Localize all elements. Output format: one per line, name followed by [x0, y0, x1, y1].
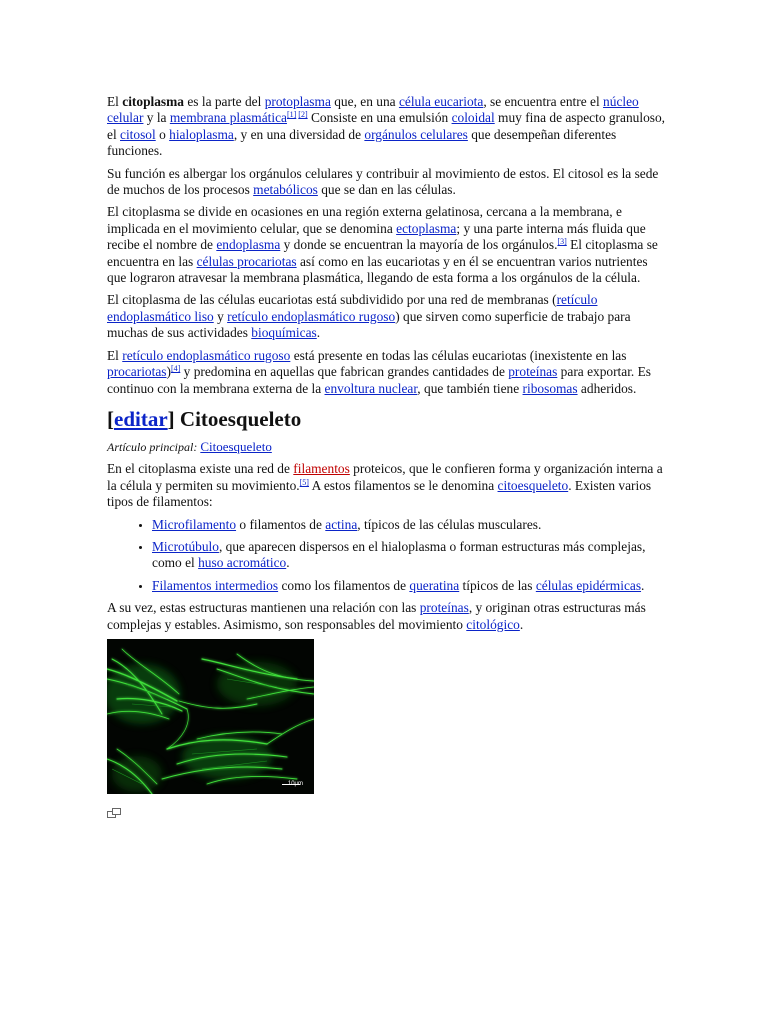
link-queratina[interactable]: queratina [409, 577, 460, 593]
link-bioquimicas[interactable]: bioquímicas [251, 325, 317, 341]
link-reticulo-rugoso[interactable]: retículo endoplasmático rugoso [227, 308, 396, 324]
link-hialoplasma[interactable]: hialoplasma [169, 126, 234, 142]
article-body [107, 94, 667, 794]
link-ectoplasma[interactable]: ectoplasma [396, 220, 457, 236]
intro-paragraph-3: El citoplasma se divide en ocasiones en una región externa gelatinosa, cercana a la membrana, e implicada en el movimiento celular, que se denomina ectoplasma; y una parte interna más fluida que recibe el nombre de endoplasma y donde se encuentran la mayoría de los orgánulos.[3] El citoplasma se encuentra en las células procariotas así como en las eucariotas y en él se encuentran varios nutrientes que lograron atravesar la membrana plasmática, llegando de esta forma a los orgánulos de la célula. [107, 204, 658, 286]
link-celulas-epidermicas[interactable]: células epidérmicas [535, 577, 642, 593]
link-reticulo-liso[interactable]: retículo endoplasmático liso [107, 292, 598, 324]
intro-paragraph-2: Su función es albergar los orgánulos celulares y contribuir al movimiento de estos. El citosol es la sede de muchos de los procesos metabólicos que se dan en las células. [107, 165, 659, 198]
link-filamentos-intermedios[interactable]: Filamentos intermedios [152, 577, 279, 593]
link-citologico[interactable]: citológico [466, 616, 520, 632]
section-paragraph-2: A su vez, estas estructuras mantienen una relación con las proteínas, y originan otras estructuras más complejas y estables. Asimismo, son responsables del movimiento citológico. [107, 600, 646, 632]
link-huso-acromatico[interactable]: huso acromático [198, 555, 287, 571]
link-microfilamento[interactable]: Microfilamento [152, 516, 237, 532]
link-proteinas[interactable]: proteínas [508, 364, 558, 380]
scale-label: 10μm [287, 780, 303, 787]
section-heading: [editar] Citoesqueleto [107, 406, 302, 431]
citation-3[interactable]: [3] [557, 237, 567, 247]
link-celula-eucariota[interactable]: célula eucariota [398, 94, 484, 109]
link-protoplasma[interactable]: protoplasma [264, 94, 331, 109]
link-citosol[interactable]: citosol [120, 126, 156, 142]
list-item: • Microtúbulo, que aparecen dispersos en el hialoplasma o forman estructuras más complejas, como el huso acromático. [152, 539, 667, 572]
link-celulas-procariotas[interactable]: células procariotas [196, 253, 297, 269]
link-procariotas[interactable]: procariotas [107, 364, 167, 380]
link-envoltura-nuclear[interactable]: envoltura nuclear [324, 380, 418, 396]
filament-list [107, 517, 667, 595]
link-main-article[interactable]: Citoesqueleto [200, 438, 272, 454]
link-citoesqueleto[interactable]: citoesqueleto [497, 477, 569, 493]
link-reticulo-rugoso-2[interactable]: retículo endoplasmático rugoso [122, 347, 291, 363]
citation-1[interactable]: [1] [286, 110, 297, 120]
citation-4[interactable]: [4] [170, 364, 181, 374]
list-item: • Filamentos intermedios como los filamentos de queratina típicos de las células epidérmicas. [152, 578, 667, 594]
link-membrana-plasmatica[interactable]: membrana plasmática [169, 110, 287, 126]
citation-5[interactable]: [5] [299, 477, 309, 487]
cytoskeleton-image[interactable] [107, 639, 314, 794]
section-title: Citoesqueleto [174, 406, 302, 431]
link-coloidal[interactable]: coloidal [451, 110, 495, 126]
section-paragraph-1: En el citoplasma existe una red de filamentos proteicos, que le confieren forma y organización interna a la célula y permiten su movimiento.[5] A estos filamentos se le denomina citoesqueleto. Existen varios tipos de filamentos: [107, 461, 663, 510]
fluorescence-micrograph [107, 639, 314, 794]
link-filamentos[interactable]: filamentos [293, 461, 350, 477]
link-actina[interactable]: actina [325, 516, 358, 532]
link-organulos-celulares[interactable]: orgánulos celulares [364, 126, 468, 142]
edit-link[interactable]: editar [114, 406, 168, 431]
intro-paragraph-1: El citoplasma es la parte del protoplasma que, en una célula eucariota, se encuentra entre el núcleo celular y la membrana plasmática[1] [2] Consiste en una emulsión coloidal muy fina de aspecto granuloso, el citosol o hialoplasma, y en una diversidad de orgánulos celulares que desempeñan diferentes funciones. [107, 94, 666, 159]
link-microtubulo[interactable]: Microtúbulo [152, 538, 219, 554]
link-ribosomas[interactable]: ribosomas [522, 380, 578, 396]
intro-paragraph-5: El retículo endoplasmático rugoso está presente en todas las células eucariotas (inexistente en las procariotas)[4] y predomina en aquellas que fabrican grandes cantidades de proteínas para exportar. Es continuo con la membrana externa de la envoltura nuclear, que también tiene ribosomas adheridos. [107, 347, 652, 396]
link-proteinas-2[interactable]: proteínas [419, 600, 469, 616]
main-article-note: Artículo principal: Citoesqueleto [107, 438, 272, 454]
enlarge-icon[interactable] [107, 806, 121, 816]
term-citoplasma: citoplasma [122, 94, 184, 109]
link-metabolicos[interactable]: metabólicos [253, 182, 318, 198]
intro-paragraph-4: El citoplasma de las células eucariotas está subdividido por una red de membranas (retículo endoplasmático liso y retículo endoplasmático rugoso) que sirven como superficie de trabajo para muchas de sus actividades bioquímicas. [107, 292, 631, 341]
citation-2[interactable]: [2] [298, 110, 308, 120]
link-endoplasma[interactable]: endoplasma [216, 237, 281, 253]
list-item: • Microfilamento o filamentos de actina, típicos de las células musculares. [152, 517, 667, 533]
link-nucleo-celular[interactable]: núcleo celular [107, 94, 639, 126]
